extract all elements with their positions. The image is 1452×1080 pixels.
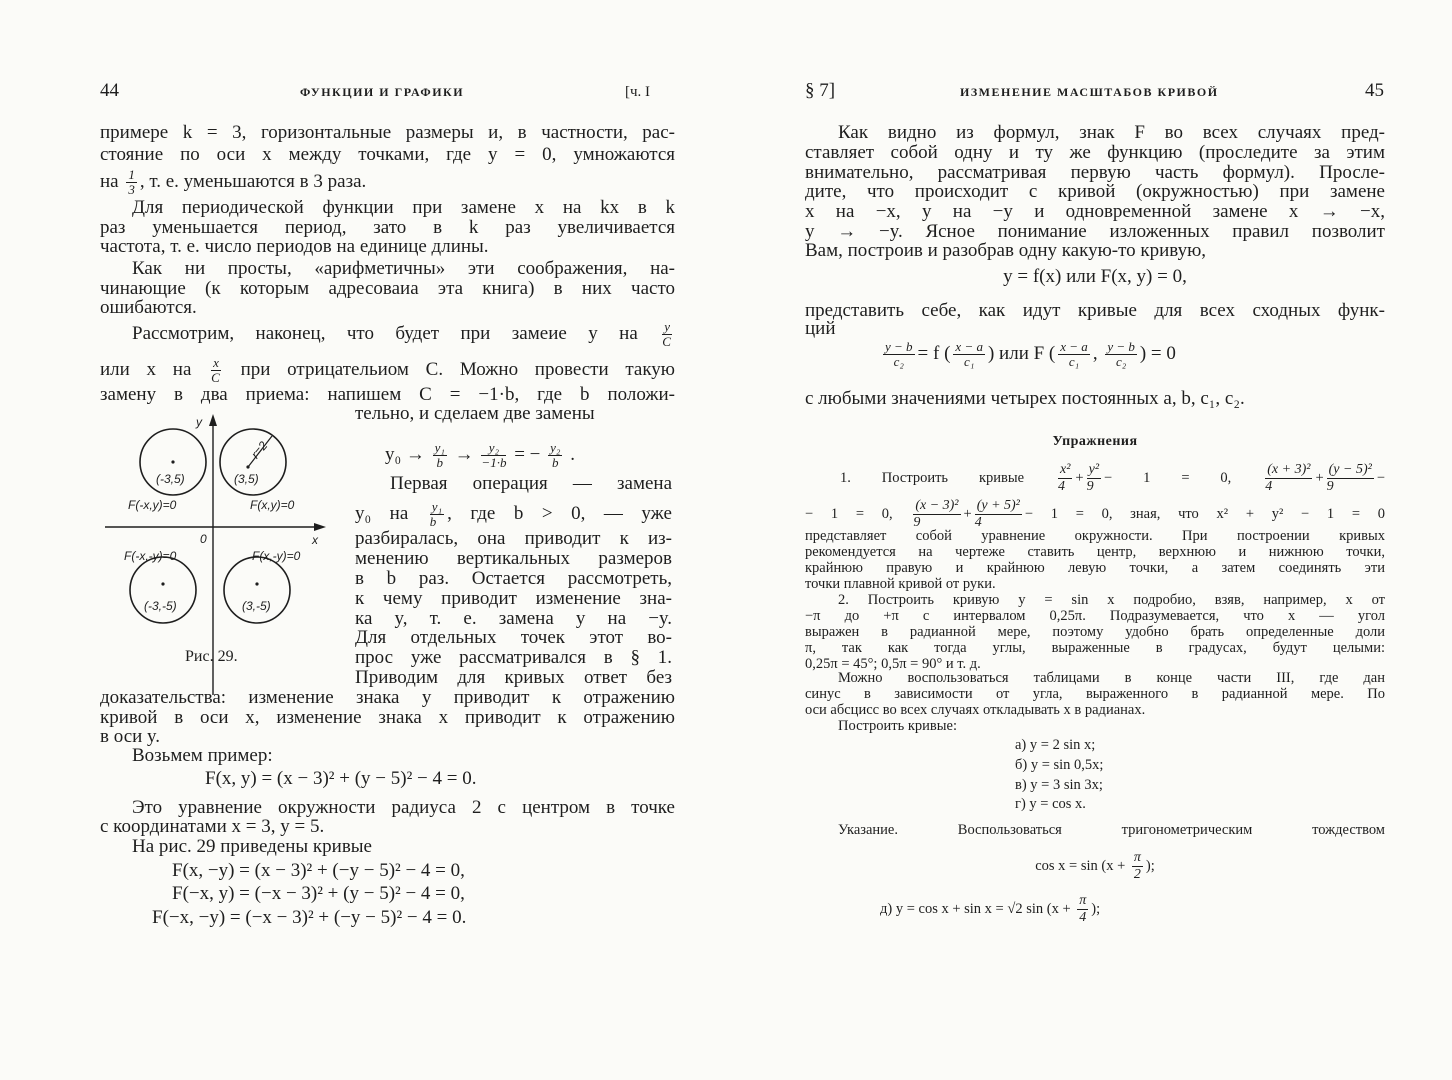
fraction [1087, 462, 1101, 495]
text-run: ставляет собой одну и ту же функцию (проследите за этим [805, 142, 1385, 163]
text-run: Для отдельных точек этот во- [355, 627, 672, 648]
text-run: выражен в радианной мере, поэтому удобно брать определенные доли [805, 624, 1385, 640]
text-run: Можно воспользоваться таблицами в конце части III, где дан [838, 670, 1385, 686]
text-run: Построить кривые: [838, 718, 957, 734]
fraction-numerator: y₂ [481, 441, 506, 456]
radius-label: r=2 [248, 438, 271, 462]
text-run: крайнюю правую и крайнюю левую точки, а затем соединять эти [805, 560, 1385, 576]
text-run: → [449, 443, 479, 465]
left-text-line [132, 835, 675, 859]
text-run: π, так как тогда углы, выраженные в градусах, будут целыми: [805, 640, 1385, 656]
fraction-denominator: C [211, 370, 220, 385]
text-run: F(−x, y) = (−x − 3)² + (y − 5)² − 4 = 0, [172, 883, 465, 904]
fraction-denominator: 4 [1079, 910, 1087, 925]
right-text-line [805, 560, 1385, 577]
text-run: с координатами x = 3, y = 5. [100, 816, 325, 837]
text-run: кривой в оси x, изменение знака x приводит к отражению [100, 707, 675, 728]
text-run: ); [1091, 900, 1101, 917]
left-text-line [152, 906, 642, 930]
fraction-denominator: 2 [1133, 867, 1141, 882]
fraction [1327, 462, 1374, 495]
text-run: в b раз. Остается рассмотреть, [355, 568, 672, 589]
right-text-line [805, 686, 1385, 703]
text-run: к чему приводит изменение зна- [355, 588, 672, 609]
fraction-denominator: 4 [1058, 479, 1065, 494]
text-run: тельно, и сделаем две замены [355, 403, 595, 424]
fraction [1132, 850, 1143, 883]
text-run: Упражнения [1052, 434, 1138, 449]
equation-label: F(-x,-y)=0 [124, 549, 177, 563]
fraction-numerator: x − a [1060, 339, 1088, 354]
fraction-numerator: x² [1060, 462, 1071, 477]
text-run: Возьмем пример: [132, 745, 273, 766]
text-run: ) = 0 [1139, 342, 1176, 364]
fraction [126, 168, 137, 197]
center-label: (-3,-5) [144, 599, 177, 613]
text-run: y → −y. Ясное понимание изложенных правил позволит [805, 221, 1385, 242]
text-run: x на −x, y на −y и одновременной замене x → −x, [805, 201, 1385, 222]
fraction-denominator: 4 [1265, 479, 1273, 494]
fraction-numerator: π [1079, 893, 1087, 908]
fraction-numerator: 1 [128, 167, 135, 182]
text-run: − [1376, 469, 1385, 486]
text-run: y = f(x) или F(x, y) = 0, [1003, 266, 1187, 287]
text-run: F(x, −y) = (x − 3)² + (−y − 5)² − 4 = 0, [172, 860, 465, 881]
fraction-numerator: π [1133, 850, 1141, 865]
fraction-numerator: y₂ [550, 440, 561, 455]
text-run: , где b > 0, — уже [447, 502, 672, 524]
text-run: стояние по оси x между точками, где y = 0, умножаются [100, 144, 675, 165]
text-run: дите, что происходит с кривой (окружностью) при замене [805, 181, 1385, 202]
y-axis-arrow-icon [209, 414, 217, 426]
center-label: (3,5) [234, 472, 259, 486]
fraction [953, 340, 985, 369]
fraction-numerator: y² [1088, 462, 1100, 477]
fraction-numerator: (y + 5)² [976, 498, 1020, 513]
origin-label: 0 [200, 532, 207, 546]
text-run: = f ( [917, 342, 951, 364]
text-run: разбиралась, она приводит к из- [355, 528, 672, 549]
fraction-denominator: 4 [974, 515, 982, 530]
fraction-numerator: y − b [1107, 339, 1135, 354]
text-run: y₀ на [355, 502, 427, 524]
fraction-numerator: (y − 5)² [1328, 462, 1372, 477]
text-run: при отрицательиом C. Можно провести такую [223, 358, 675, 380]
right-text-line [805, 498, 1385, 531]
right-text-line [805, 576, 1385, 593]
fraction [1077, 893, 1088, 926]
right-text-line [805, 430, 1385, 454]
text-run: д) y = cos x + sin x = √2 sin (x + [880, 900, 1075, 917]
fraction-denominator: 3 [128, 182, 135, 197]
text-run: Указание. Воспользоваться тригонометрическим тождеством [838, 822, 1385, 838]
text-run: представить себе, как идут кривые для всех сходных функ- [805, 300, 1385, 321]
right-text-line [1015, 777, 1315, 794]
left-text-line [100, 121, 675, 145]
center-label: (-3,5) [156, 472, 185, 486]
right-text-line [805, 387, 1385, 411]
fraction-numerator: x [213, 355, 219, 370]
fraction-denominator: −1·b [481, 455, 507, 470]
text-run: в) y = 3 sin 3x; [1015, 777, 1103, 793]
left-text-line [132, 744, 675, 768]
text-run: доказательства: изменение знака y приводит к отражению [100, 687, 675, 708]
text-run: ка y, т. е. замена y на −y. [355, 608, 672, 629]
right-text-line [805, 265, 1385, 289]
fraction [1058, 340, 1090, 369]
text-run: Это уравнение окружности радиуса 2 с центром в точке [132, 797, 675, 818]
left-text-line [100, 235, 675, 259]
right-text-line [838, 822, 1385, 839]
text-run: частота, т. е. число периодов на единице длины. [100, 236, 489, 257]
equation-label: F(x,-y)=0 [252, 549, 301, 563]
fraction [430, 500, 444, 529]
text-run: Вам, построив и разобрав одну какую-то кривую, [805, 240, 1207, 261]
fraction-denominator: c₂ [1115, 354, 1127, 369]
fraction-numerator: y [664, 319, 670, 334]
text-run: F(−x, −y) = (−x − 3)² + (−y − 5)² − 4 = 0. [152, 907, 467, 928]
fraction-denominator: b [429, 514, 437, 529]
running-title-right: ИЗМЕНЕНИЕ МАСШТАБОВ КРИВОЙ [960, 85, 1219, 99]
text-run: синус в зависимости от угла, выраженного в радианной мере. По [805, 686, 1385, 702]
equation-label: F(-x,y)=0 [128, 498, 177, 512]
right-text-line [805, 239, 1385, 263]
text-run: Как видно из формул, знак F во всех случаях пред- [838, 122, 1385, 143]
left-text-line [385, 441, 655, 470]
text-run: − 1 = 0, [1104, 469, 1263, 486]
right-text-line [805, 640, 1385, 657]
fraction-denominator: 9 [913, 515, 921, 530]
left-text-line [100, 168, 675, 197]
left-text-line [355, 402, 675, 426]
circle-q4 [224, 557, 290, 623]
text-run: На рис. 29 приведены кривые [132, 836, 372, 857]
left-text-line [132, 320, 675, 349]
text-run: прос уже рассматривался в § 1. [355, 647, 672, 668]
x-axis-label: x [312, 533, 318, 547]
text-run: + [1315, 469, 1324, 486]
figure-caption: Рис. 29. [185, 648, 238, 665]
text-run: раз уменьшается период, зато в k раз увеличивается [100, 217, 675, 238]
fraction [548, 441, 562, 470]
text-run: представляет собой уравнение окружности. При построении кривых [805, 528, 1385, 544]
fraction-numerator: x − a [955, 339, 983, 354]
text-run: менению вертикальных размеров [355, 548, 672, 569]
right-text-line [880, 893, 1380, 926]
text-run: Приводим для кривых ответ без [355, 667, 672, 688]
fraction-denominator: c₂ [893, 354, 904, 369]
text-run: б) y = sin 0,5x; [1015, 757, 1104, 773]
left-text-line [172, 882, 612, 906]
fraction [1105, 340, 1137, 369]
text-run: чинающие (к которым адресоваиа эта книга) в них часто [100, 278, 675, 299]
fraction [883, 340, 915, 369]
text-run: примере k = 3, горизонтальные размеры и, в частности, рас- [100, 122, 675, 143]
text-run: −π до +π с интервалом 0,25π. Подразумевается, что x — угол [805, 608, 1385, 624]
text-run: точки плавной кривой от руки. [805, 576, 996, 592]
text-run: ); [1145, 857, 1155, 874]
right-text-line [838, 718, 1385, 735]
running-title-left: ФУНКЦИИ И ГРАФИКИ [300, 85, 465, 99]
text-run: Рассмотрим, наконец, что будет при замеие y на [132, 322, 660, 344]
left-text-line [390, 472, 672, 496]
left-text-line [100, 296, 675, 320]
text-run: , т. е. уменьшаются в 3 раза. [139, 170, 367, 192]
text-run: а) y = 2 sin x; [1015, 737, 1096, 753]
left-text-line [205, 767, 605, 791]
text-run: внимательно, рассматривая первую часть формул). Просле- [805, 162, 1385, 183]
fraction-denominator: 9 [1086, 479, 1094, 494]
fraction [975, 498, 1022, 531]
text-run: оси абсцисс во всех случаях откладывать x в радианах. [805, 702, 1146, 718]
text-run: + [1075, 469, 1084, 486]
text-run: ) или F ( [987, 342, 1056, 364]
text-run: рекомендуется на чертеже ставить центр, верхнюю и нижнюю точки, [805, 544, 1385, 560]
text-run: 1. Построить кривые [840, 469, 1055, 486]
text-run: Первая операция — замена [390, 473, 672, 494]
text-run: y₀ → [385, 443, 430, 465]
text-run: Как ни просты, «арифметичны» эти соображения, на- [132, 258, 675, 279]
text-run: . [565, 443, 575, 465]
fraction [481, 441, 506, 470]
text-run: 0,25π = 45°; 0,5π = 90° и т. д. [805, 656, 981, 672]
center-label: (3,-5) [242, 599, 271, 613]
right-text-line [805, 528, 1385, 545]
fraction-numerator: y − b [885, 339, 913, 354]
right-text-line [838, 592, 1385, 609]
text-run: F(x, y) = (x − 3)² + (y − 5)² − 4 = 0. [205, 768, 477, 789]
text-run: + [963, 505, 972, 522]
text-run: ций [805, 318, 836, 339]
right-text-line [805, 624, 1385, 641]
equation-label: F(x,y)=0 [250, 498, 295, 512]
x-axis-arrow-icon [314, 523, 326, 531]
text-run: на [100, 170, 124, 192]
right-text-line [805, 850, 1385, 883]
right-text-line [805, 702, 1385, 719]
fraction [433, 441, 447, 470]
section-marker: § 7] [805, 80, 836, 101]
circle-q3 [130, 557, 196, 623]
fraction-denominator: b [552, 455, 559, 470]
fraction-numerator: y₁ [431, 499, 443, 514]
fraction-denominator: C [662, 334, 671, 349]
fraction-numerator: (x + 3)² [1267, 462, 1311, 477]
fraction-denominator: b [436, 455, 444, 470]
right-text-line [805, 317, 1385, 341]
text-run: = − [509, 443, 546, 465]
left-text-line [172, 859, 612, 883]
fraction [913, 498, 960, 531]
text-run: − 1 = 0, [805, 505, 911, 522]
text-run: или x на [100, 358, 209, 380]
text-run: в оси y. [100, 726, 161, 747]
right-text-line [805, 544, 1385, 561]
text-run: 2. Построить кривую y = sin x подробио, взяв, например, x от [838, 592, 1385, 608]
fraction [1058, 462, 1072, 495]
left-text-line [100, 356, 675, 385]
text-run: с любыми значениями четырех постоянных a, b, c₁, c₂. [805, 388, 1245, 409]
text-run: Для периодической функции при замене x на kx в k [132, 197, 675, 218]
text-run: г) y = cos x. [1015, 796, 1086, 812]
left-text-line [355, 500, 672, 529]
text-run: − 1 = 0, зная, что x² + y² − 1 = 0 [1024, 505, 1385, 522]
right-text-line [880, 340, 1340, 369]
right-text-line [838, 670, 1385, 687]
fraction [1265, 462, 1312, 495]
fraction-denominator: c₁ [1068, 354, 1080, 369]
right-text-line [1015, 737, 1315, 754]
left-text-line [100, 143, 675, 167]
fraction-numerator: (x − 3)² [915, 498, 959, 513]
fraction-denominator: c₁ [964, 354, 975, 369]
page-number-left: 44 [100, 80, 119, 101]
y-axis-label: y [196, 415, 202, 429]
fraction [662, 320, 672, 349]
right-text-line [1015, 757, 1315, 774]
right-text-line [1015, 796, 1315, 813]
fraction-numerator: y₁ [434, 440, 445, 455]
fraction [211, 356, 221, 385]
right-text-line [840, 462, 1385, 495]
text-run: cos x = sin (x + [1035, 857, 1129, 874]
part-marker: [ч. I [625, 84, 651, 100]
right-text-line [805, 608, 1385, 625]
page-number-right: 45 [1365, 80, 1384, 101]
text-run: ошибаются. [100, 297, 197, 318]
text-run: замену в два приема: напишем C = −1·b, где b положи- [100, 384, 675, 405]
fraction-denominator: 9 [1326, 479, 1334, 494]
text-run: , [1092, 342, 1103, 364]
